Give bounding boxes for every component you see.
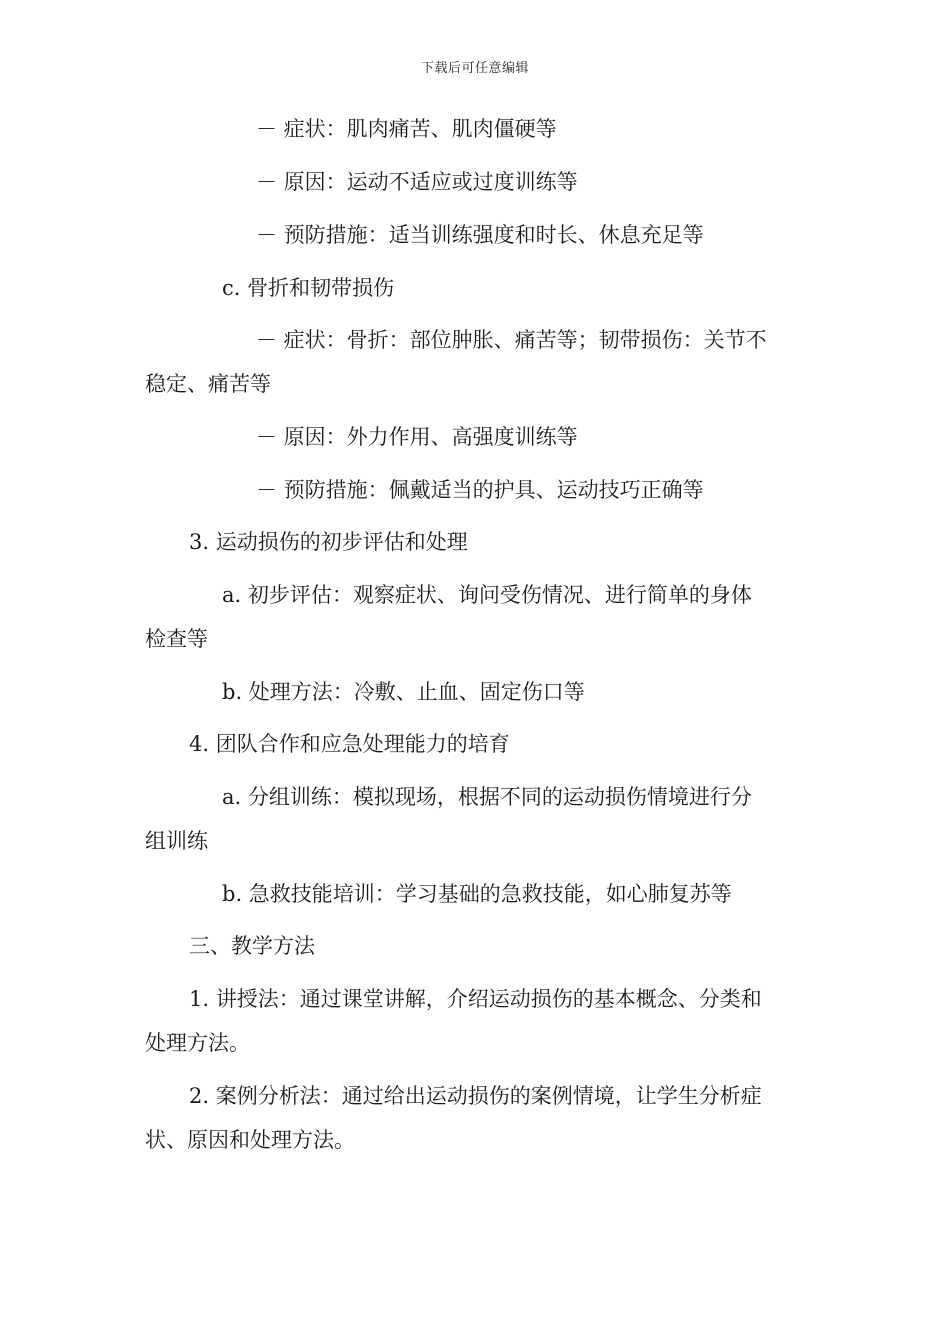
page-header-note: 下载后可任意编辑 bbox=[420, 61, 529, 76]
symptom-line-2-cont: 稳定、痛苦等 bbox=[145, 372, 271, 396]
group-training-line: a. 分组训练：模拟现场，根据不同的运动损伤情境进行分 bbox=[222, 785, 752, 809]
cause-line-2: － 原因：外力作用、高强度训练等 bbox=[256, 425, 578, 449]
initial-assessment-line: a. 初步评估：观察症状、询问受伤情况、进行简单的身体 bbox=[222, 583, 752, 607]
initial-assessment-cont: 检查等 bbox=[145, 627, 208, 651]
group-training-cont: 组训练 bbox=[145, 829, 208, 853]
symptom-line-1: － 症状：肌肉痛苦、肌肉僵硬等 bbox=[256, 117, 557, 141]
prevention-line-1: － 预防措施：适当训练强度和时长、休息充足等 bbox=[256, 223, 704, 247]
teaching-methods-heading: 三、教学方法 bbox=[189, 934, 315, 958]
cause-line-1: － 原因：运动不适应或过度训练等 bbox=[256, 170, 578, 194]
case-analysis-cont: 状、原因和处理方法。 bbox=[145, 1128, 355, 1152]
subheading-fracture-ligament: c. 骨折和韧带损伤 bbox=[222, 276, 395, 300]
symptom-line-2: － 症状：骨折：部位肿胀、痛苦等；韧带损伤：关节不 bbox=[256, 328, 767, 352]
first-aid-training-line: b. 急救技能培训：学习基础的急救技能，如心肺复苏等 bbox=[222, 882, 732, 906]
prevention-line-2: － 预防措施：佩戴适当的护具、运动技巧正确等 bbox=[256, 478, 704, 502]
section-3-heading: 3. 运动损伤的初步评估和处理 bbox=[189, 530, 468, 554]
case-analysis-line: 2. 案例分析法：通过给出运动损伤的案例情境，让学生分析症 bbox=[189, 1084, 762, 1108]
section-4-heading: 4. 团队合作和应急处理能力的培育 bbox=[189, 732, 510, 756]
lecture-method-cont: 处理方法。 bbox=[145, 1031, 250, 1055]
lecture-method-line: 1. 讲授法：通过课堂讲解，介绍运动损伤的基本概念、分类和 bbox=[189, 987, 762, 1011]
treatment-method-line: b. 处理方法：冷敷、止血、固定伤口等 bbox=[222, 680, 585, 704]
